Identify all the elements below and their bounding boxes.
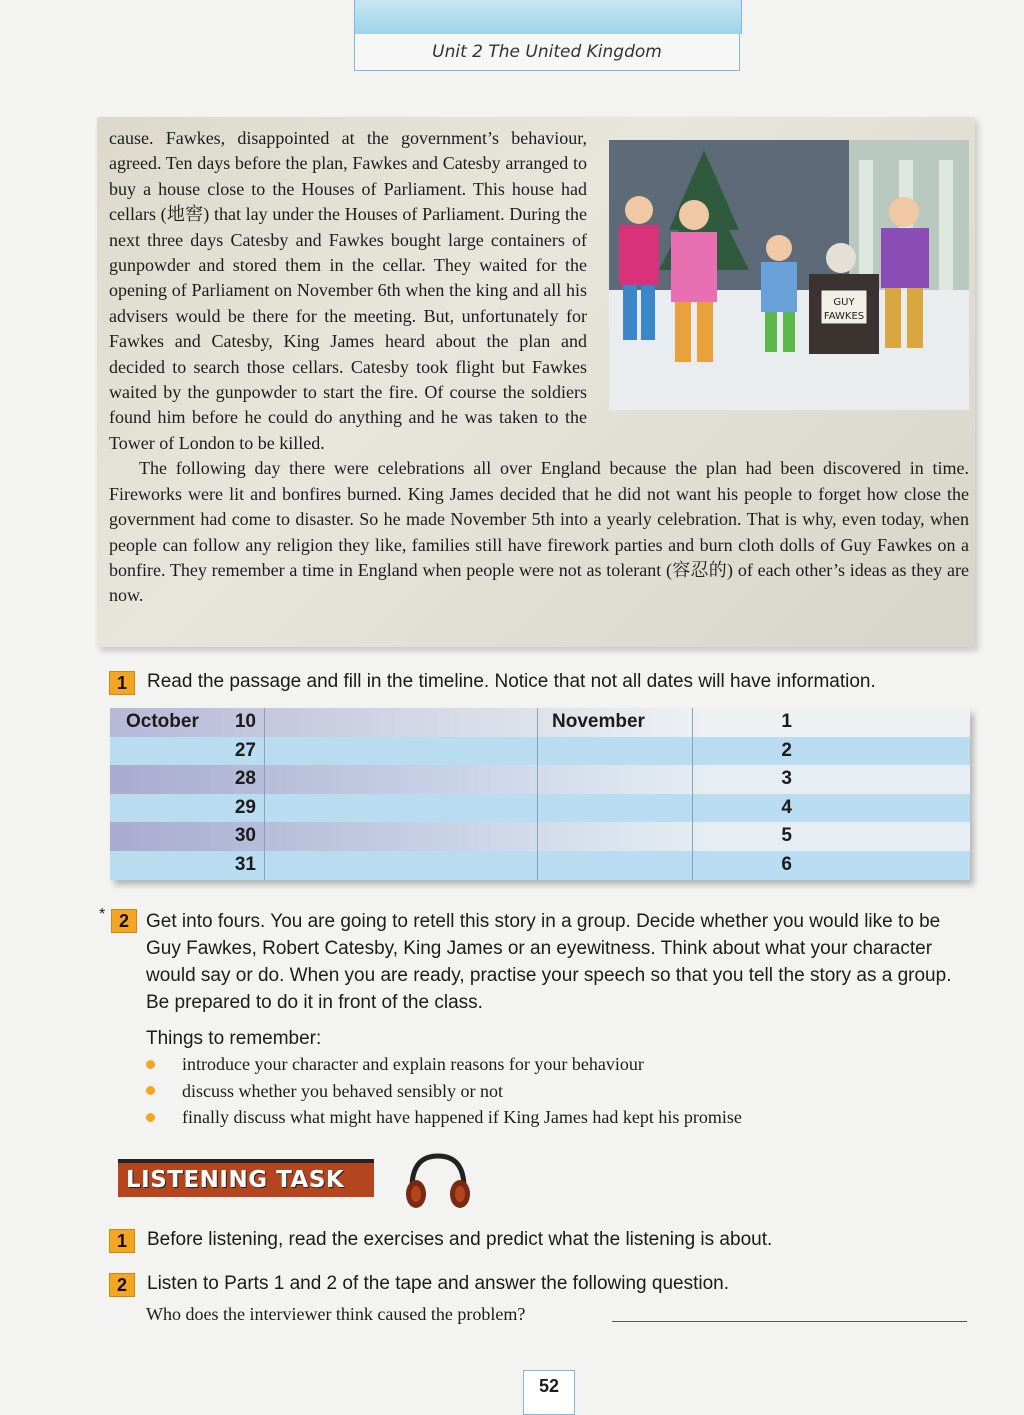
timeline-left-month: October [126,711,199,732]
answer-line[interactable] [612,1321,967,1322]
exercise-number-badge: 2 [109,1273,135,1297]
exercise-1-instruction: Read the passage and fill in the timeline. Notice that not all dates will have information. [147,671,876,692]
timeline-day: 30 [234,825,256,847]
listening-task-2 [109,1273,729,1297]
exercise-1 [109,671,876,695]
exercise-number-badge: 2 [111,909,137,933]
listening-task-banner: LISTENING TASK [118,1159,374,1197]
timeline-day: 4 [781,796,792,818]
passage-paragraph-2: The following day there were celebrations all over England because the plan had been discovered in time. Fireworks were lit and bonfires burned. King James decided that he did not want his people to forget how close the government had come to disaster. So he made November 5th into a yearly celebration. That is why, even today, when people can follow any religion they like, families still have firework parties and burn cloth dolls of Guy Fawkes on a bonfire. They remember a time in England when people were not as tolerant (容忍的) of each other’s ideas as they are now. [109,458,969,606]
optional-star: * [99,906,106,923]
timeline-table [110,708,970,880]
timeline-right-month: November [552,711,645,732]
list-item: introduce your character and explain reasons for your behaviour [146,1051,742,1078]
listening-task-2-text: Listen to Parts 1 and 2 of the tape and answer the following question. [147,1273,729,1294]
timeline-row [110,708,970,737]
timeline-day: 6 [781,854,792,875]
list-item: finally discuss what might have happened if King James had kept his promise [146,1104,742,1131]
timeline-day: 27 [234,739,256,761]
listening-task-1-text: Before listening, read the exercises and predict what the listening is about. [147,1229,773,1250]
timeline-row [110,794,970,823]
timeline-row [110,737,970,766]
timeline-day: 5 [781,825,792,847]
guy-fawkes-illustration [609,140,969,410]
bullet-icon [146,1060,155,1069]
exercise-number-badge: 1 [109,1229,135,1253]
things-to-remember-heading: Things to remember: [146,1028,322,1049]
exercise-2 [146,908,968,1052]
timeline-day: 31 [234,854,256,875]
timeline-row [110,851,970,880]
timeline-row [110,822,970,851]
timeline-day: 2 [781,739,792,761]
svg-text:FAWKES: FAWKES [823,311,865,322]
bullet-icon [146,1086,155,1095]
unit-title: Unit 2 The United Kingdom [354,34,740,71]
effigy-sign-text: GUY [833,297,855,308]
timeline-divider [692,708,693,880]
reading-passage [109,126,969,609]
exercise-number-badge: 1 [109,671,135,695]
list-item: discuss whether you behaved sensibly or not [146,1078,742,1105]
remember-list [146,1051,742,1131]
timeline-divider [264,708,265,880]
headphones-icon [402,1150,474,1214]
timeline-row [110,765,970,794]
timeline-day: 1 [781,711,792,732]
timeline-day: 10 [234,711,256,732]
passage-paragraph-1: cause. Fawkes, disappointed at the government’s behaviour, agreed. Ten days before the plan, Fawkes and Catesby arranged to buy a house close to the Houses of Parliament. This house had cellars (地窖) that lay under the Houses of Parliament. During the next three days Catesby and Fawkes bought large containers of gunpowder and stored them in the cellar. They waited for the opening of Parliament on November 6th when the king and all his advisers would be there for the meeting. But, unfortunately for Fawkes and Catesby, King James heard about the plan and decided to search those cellars. Catesby took flight but Fawkes waited by the gunpowder to start the fire. Of course the soldiers found him before he could do anything and he was taken to the Tower of London to be killed. [109,128,587,453]
listening-question: Who does the interviewer think caused the problem? [146,1304,526,1324]
timeline-divider [537,708,538,880]
timeline-day: 3 [781,768,792,790]
header-decor-strip [354,0,742,34]
exercise-2-instruction: Get into fours. You are going to retell this story in a group. Decide whether you would like to be Guy Fawkes, Robert Catesby, King James or an eyewitness. Think about what your character would say or do. When you are ready, practise your speech so that you tell the story as a group. Be prepared to do it in front of the class. [146,911,952,1013]
bullet-icon [146,1113,155,1122]
page-number: 52 [523,1370,575,1415]
timeline-day: 28 [234,768,256,790]
timeline-day: 29 [234,796,256,818]
listening-task-1 [109,1229,772,1253]
